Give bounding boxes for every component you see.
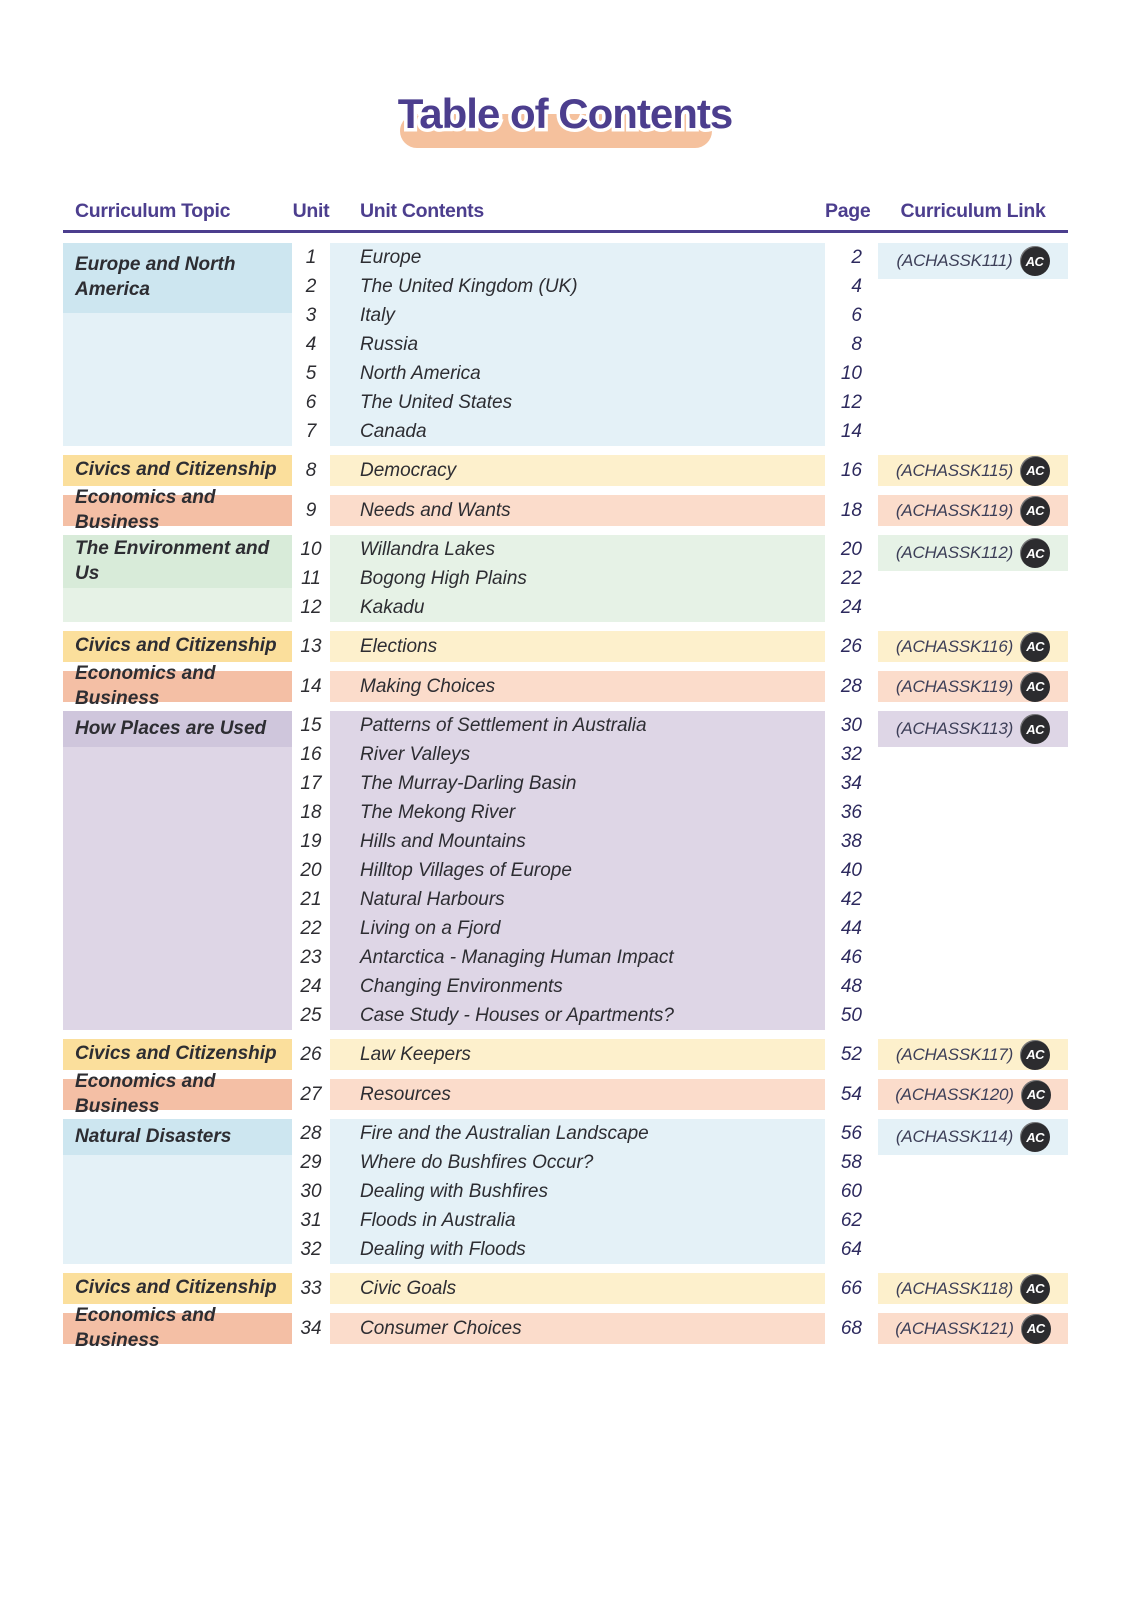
- toc-section: [63, 711, 1068, 1030]
- unit-number: 31: [300, 1210, 322, 1231]
- unit-number: 1: [305, 247, 317, 268]
- page-number: 26: [840, 636, 862, 657]
- page-number: 38: [840, 831, 862, 852]
- unit-number: 19: [300, 831, 322, 852]
- page-number: 64: [840, 1239, 862, 1260]
- header-curriculum-topic: Curriculum Topic: [75, 200, 231, 222]
- ac-badge-icon: AC: [1020, 246, 1050, 276]
- unit-title: Natural Harbours: [360, 889, 505, 910]
- contents-col: [330, 711, 825, 1030]
- unit-col: [292, 1039, 330, 1070]
- topic-cell: [63, 631, 292, 662]
- ac-badge-icon: AC: [1020, 1040, 1050, 1070]
- page-number: 22: [840, 568, 862, 589]
- contents-col: [330, 495, 825, 526]
- curriculum-link-code: (ACHASSK115): [895, 460, 1014, 480]
- contents-col: [330, 1313, 825, 1344]
- unit-title: The United States: [360, 392, 513, 413]
- unit-number: 34: [300, 1318, 322, 1339]
- unit-number: 17: [300, 773, 322, 794]
- unit-title: Floods in Australia: [360, 1210, 516, 1231]
- curriculum-link-chip: [878, 535, 1068, 571]
- unit-col: [292, 671, 330, 702]
- unit-title: Italy: [360, 305, 395, 326]
- unit-title: Living on a Fjord: [360, 918, 501, 939]
- curriculum-link-code: (ACHASSK117): [895, 1044, 1014, 1064]
- topic-label: Civics and Citizenship: [63, 1039, 292, 1070]
- ac-badge-icon: AC: [1020, 632, 1050, 662]
- toc-section: [63, 535, 1068, 622]
- ac-badge-icon: AC: [1020, 1274, 1050, 1304]
- table-header-row: [63, 200, 1068, 233]
- toc-table: [63, 200, 1068, 1351]
- header-unit-contents: Unit Contents: [360, 200, 484, 222]
- ac-badge-icon: AC: [1021, 1080, 1051, 1110]
- unit-col: [292, 243, 330, 446]
- page-number: 52: [840, 1044, 862, 1065]
- page-number: 54: [840, 1084, 862, 1105]
- toc-section: [63, 455, 1068, 486]
- link-cell: [878, 631, 1068, 662]
- unit-number: 2: [305, 276, 317, 297]
- unit-col: [292, 495, 330, 526]
- curriculum-link-chip: [878, 671, 1068, 702]
- unit-number: 14: [300, 676, 322, 697]
- contents-col: [330, 1273, 825, 1304]
- curriculum-link-code: (ACHASSK111): [896, 251, 1013, 270]
- page-col: [825, 455, 878, 486]
- page-col: [825, 1079, 878, 1110]
- curriculum-link-code: (ACHASSK119): [895, 676, 1014, 696]
- unit-number: 16: [300, 744, 322, 765]
- topic-cell: [63, 486, 292, 533]
- unit-title: The Mekong River: [360, 802, 516, 823]
- page-number: 12: [840, 392, 862, 413]
- unit-title: Kakadu: [360, 597, 425, 618]
- unit-title: Where do Bushfires Occur?: [360, 1152, 594, 1173]
- unit-title: Dealing with Bushfires: [360, 1181, 548, 1202]
- curriculum-link-chip: [878, 631, 1068, 662]
- unit-col: [292, 1079, 330, 1110]
- unit-number: 9: [305, 500, 317, 521]
- unit-title: Changing Environments: [360, 976, 563, 997]
- unit-number: 18: [300, 802, 322, 823]
- page-number: 4: [851, 276, 862, 297]
- unit-title: Needs and Wants: [360, 500, 511, 521]
- unit-number: 15: [300, 715, 322, 736]
- ac-badge-icon: AC: [1020, 538, 1050, 568]
- topic-cell: [63, 1039, 292, 1070]
- topic-label: Economics and Business: [63, 1079, 292, 1110]
- unit-title: Case Study - Houses or Apartments?: [360, 1005, 674, 1026]
- curriculum-link-chip: [878, 1119, 1068, 1155]
- unit-number: 21: [300, 889, 322, 910]
- curriculum-link-chip: [878, 243, 1068, 279]
- page-col: [825, 671, 878, 702]
- contents-col: [330, 631, 825, 662]
- page-title-block: [0, 70, 1131, 160]
- page-number: 66: [840, 1278, 862, 1299]
- unit-title: Willandra Lakes: [360, 539, 496, 560]
- toc-section: [63, 1119, 1068, 1264]
- page-number: 28: [840, 676, 862, 697]
- unit-number: 11: [301, 568, 321, 589]
- ac-badge-icon: AC: [1020, 672, 1050, 702]
- page-number: 48: [840, 976, 862, 997]
- toc-section: [63, 631, 1068, 662]
- link-cell: [878, 1273, 1068, 1304]
- link-cell: [878, 243, 1068, 446]
- page-number: 24: [840, 597, 862, 618]
- topic-cell: [63, 455, 292, 486]
- topic-label: Civics and Citizenship: [63, 455, 292, 486]
- ac-badge-icon: AC: [1020, 496, 1050, 526]
- unit-title: North America: [360, 363, 481, 384]
- toc-section: [63, 243, 1068, 446]
- page-number: 56: [840, 1123, 862, 1144]
- curriculum-link-chip: [878, 1079, 1068, 1110]
- unit-number: 24: [300, 976, 322, 997]
- unit-title: The United Kingdom (UK): [360, 276, 578, 297]
- topic-cell: [63, 1304, 292, 1351]
- page-number: 18: [840, 500, 862, 521]
- page-number: 16: [840, 460, 862, 481]
- unit-number: 5: [305, 363, 317, 384]
- topic-label: Civics and Citizenship: [63, 631, 292, 662]
- unit-title: Antarctica - Managing Human Impact: [360, 947, 674, 968]
- page-number: 6: [851, 305, 862, 326]
- ac-badge-icon: AC: [1020, 714, 1050, 744]
- page-number: 40: [840, 860, 862, 881]
- unit-title: Hills and Mountains: [360, 831, 526, 852]
- topic-cell: [63, 243, 292, 446]
- toc-body: [63, 243, 1068, 1351]
- unit-title: Dealing with Floods: [360, 1239, 526, 1260]
- link-cell: [878, 495, 1068, 526]
- page-number: 62: [840, 1210, 862, 1231]
- topic-label: Economics and Business: [63, 671, 292, 702]
- page-col: [825, 495, 878, 526]
- contents-col: [330, 1039, 825, 1070]
- page-col: [825, 631, 878, 662]
- contents-col: [330, 243, 825, 446]
- unit-col: [292, 455, 330, 486]
- curriculum-link-code: (ACHASSK119): [895, 500, 1014, 520]
- unit-title: Bogong High Plains: [360, 568, 527, 589]
- curriculum-link-chip: [878, 495, 1068, 526]
- unit-title: Democracy: [360, 460, 457, 481]
- contents-col: [330, 671, 825, 702]
- unit-number: 6: [305, 392, 317, 413]
- curriculum-link-code: (ACHASSK116): [895, 636, 1014, 656]
- unit-number: 26: [300, 1044, 322, 1065]
- unit-col: [292, 535, 330, 622]
- toc-section: [63, 1304, 1068, 1351]
- page-number: 36: [840, 802, 862, 823]
- unit-number: 4: [305, 334, 317, 355]
- unit-title: Civic Goals: [360, 1278, 457, 1299]
- page-col: [825, 1039, 878, 1070]
- title-svg: [0, 70, 1131, 160]
- topic-label: Economics and Business: [63, 495, 292, 526]
- curriculum-link-chip: [878, 1313, 1068, 1344]
- curriculum-link-code: (ACHASSK121): [895, 1318, 1014, 1338]
- unit-number: 13: [300, 636, 322, 657]
- unit-title: Patterns of Settlement in Australia: [360, 715, 647, 736]
- page-number: 44: [840, 918, 862, 939]
- curriculum-link-chip: [878, 1273, 1068, 1304]
- unit-title: The Murray-Darling Basin: [360, 773, 577, 794]
- link-cell: [878, 535, 1068, 622]
- unit-number: 7: [305, 421, 317, 442]
- contents-col: [330, 455, 825, 486]
- page-number: 68: [840, 1318, 862, 1339]
- header-unit: Unit: [292, 200, 330, 222]
- page-col: [825, 535, 878, 622]
- unit-title: Making Choices: [360, 676, 496, 697]
- page-col: [825, 1313, 878, 1344]
- page-number: 34: [840, 773, 862, 794]
- unit-title: Elections: [360, 636, 438, 657]
- unit-number: 28: [300, 1123, 322, 1144]
- unit-col: [292, 1119, 330, 1264]
- unit-number: 20: [300, 860, 322, 881]
- unit-number: 12: [300, 597, 322, 618]
- unit-number: 10: [300, 539, 322, 560]
- contents-col: [330, 1119, 825, 1264]
- toc-section: [63, 486, 1068, 533]
- unit-title: Resources: [360, 1084, 451, 1105]
- link-cell: [878, 671, 1068, 702]
- page-number: 30: [840, 715, 862, 736]
- curriculum-link-code: (ACHASSK120): [895, 1084, 1014, 1104]
- unit-col: [292, 1273, 330, 1304]
- topic-cell: [63, 711, 292, 1030]
- ac-badge-icon: AC: [1021, 1314, 1051, 1344]
- unit-col: [292, 711, 330, 1030]
- unit-number: 32: [300, 1239, 322, 1260]
- unit-number: 25: [300, 1005, 322, 1026]
- link-cell: [878, 1119, 1068, 1264]
- page-title: Table of Contents: [397, 90, 733, 137]
- unit-col: [292, 631, 330, 662]
- ac-badge-icon: AC: [1020, 456, 1050, 486]
- topic-cell: [63, 662, 292, 709]
- page-number: 32: [840, 744, 862, 765]
- toc-section: [63, 1039, 1068, 1070]
- unit-title: Hilltop Villages of Europe: [360, 860, 572, 881]
- link-cell: [878, 455, 1068, 486]
- link-cell: [878, 1039, 1068, 1070]
- curriculum-link-code: (ACHASSK118): [895, 1278, 1014, 1298]
- unit-title: Law Keepers: [360, 1044, 471, 1065]
- unit-number: 3: [305, 305, 317, 326]
- unit-number: 22: [300, 918, 322, 939]
- unit-title: Russia: [360, 334, 419, 355]
- header-page: Page: [825, 200, 871, 222]
- ac-badge-icon: AC: [1020, 1122, 1050, 1152]
- unit-number: 33: [300, 1278, 322, 1299]
- link-cell: [878, 1079, 1068, 1110]
- curriculum-link-code: (ACHASSK113): [895, 719, 1014, 738]
- unit-title: Canada: [360, 421, 427, 442]
- unit-number: 8: [305, 460, 317, 481]
- curriculum-link-chip: [878, 455, 1068, 486]
- topic-label: Economics and Business: [63, 1313, 292, 1344]
- curriculum-link-code: (ACHASSK112): [895, 543, 1014, 562]
- page-number: 2: [851, 247, 862, 268]
- unit-number: 29: [300, 1152, 322, 1173]
- unit-title: Fire and the Australian Landscape: [360, 1123, 649, 1144]
- topic-cell: [63, 1070, 292, 1117]
- topic-cell: [63, 535, 292, 622]
- contents-col: [330, 1079, 825, 1110]
- topic-cell: [63, 1273, 292, 1304]
- link-cell: [878, 711, 1068, 1030]
- link-cell: [878, 1313, 1068, 1344]
- page-number: 60: [840, 1181, 862, 1202]
- topic-cell: [63, 1119, 292, 1264]
- toc-section: [63, 1070, 1068, 1117]
- topic-label: Civics and Citizenship: [63, 1273, 292, 1304]
- unit-number: 23: [300, 947, 322, 968]
- page-col: [825, 243, 878, 446]
- header-curriculum-link: Curriculum Link: [900, 200, 1046, 222]
- unit-title: Consumer Choices: [360, 1318, 522, 1339]
- contents-col: [330, 535, 825, 622]
- page-number: 14: [840, 421, 862, 442]
- page-col: [825, 1119, 878, 1264]
- page-number: 50: [840, 1005, 862, 1026]
- page-number: 10: [840, 363, 862, 384]
- toc-section: [63, 1273, 1068, 1304]
- page-number: 42: [840, 889, 862, 910]
- page-number: 58: [840, 1152, 862, 1173]
- toc-section: [63, 662, 1068, 709]
- topic-label: Natural Disasters: [63, 1119, 292, 1155]
- page-number: 8: [851, 334, 862, 355]
- page-col: [825, 1273, 878, 1304]
- unit-title: Europe: [360, 247, 422, 268]
- unit-number: 27: [300, 1084, 322, 1105]
- topic-label: Europe and North America: [63, 243, 292, 313]
- curriculum-link-chip: [878, 711, 1068, 747]
- topic-label: The Environment and Us: [63, 535, 292, 588]
- page-col: [825, 711, 878, 1030]
- curriculum-link-code: (ACHASSK114): [895, 1127, 1014, 1146]
- curriculum-link-chip: [878, 1039, 1068, 1070]
- page-number: 46: [840, 947, 862, 968]
- unit-col: [292, 1313, 330, 1344]
- topic-label: How Places are Used: [63, 711, 292, 747]
- unit-number: 30: [300, 1181, 322, 1202]
- unit-title: River Valleys: [360, 744, 471, 765]
- page-number: 20: [840, 539, 862, 560]
